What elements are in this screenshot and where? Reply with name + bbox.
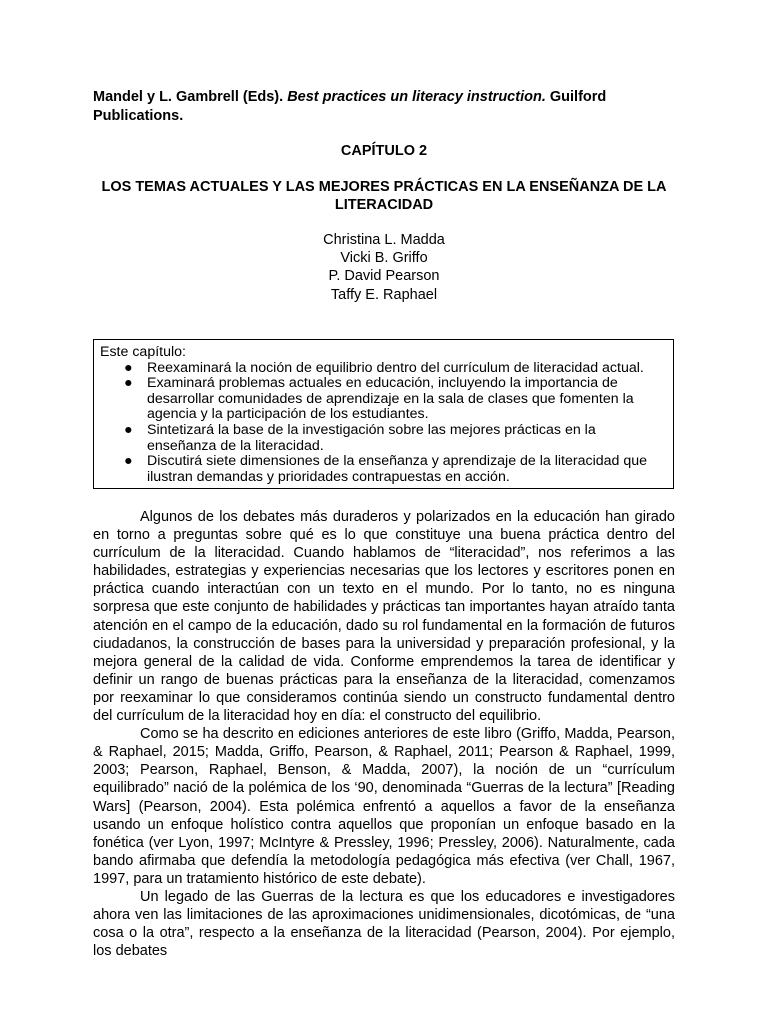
bullet-icon: ● xyxy=(124,375,133,392)
bullet-icon: ● xyxy=(124,453,133,470)
body-paragraph: Como se ha descrito en ediciones anteriores de este libro (Griffo, Madda, Pearson, & Raphael, 2015; Madda, Griffo, Pearson, & Raphael, 2011; Pearson & Raphael, 1999, 2003; Pearson, Raphael, Benson, & Madda, 2007), la noción de un “currículum equilibrado” nació de la polémica de los ‘90, denominada “Guerras de la lectura” [Reading Wars] (Pearson, 2004). Esta polémica enfrentó a aquellos a favor de la enseñanza usando un enfoque holístico contra aquellos que proponían un enfoque basado en la fonética (ver Lyon, 1997; McIntyre & Pressley, 1996; Pressley, 2006). Naturalmente, cada bando afirmaba que defendía la metodología pedagógica más efectiva (ver Chall, 1967, 1997, para un tratamiento histórico de este debate). xyxy=(93,726,675,887)
chapter-summary-box xyxy=(93,339,674,489)
bullet-icon: ● xyxy=(124,421,133,438)
citation-book-title: Best practices un literacy instruction. xyxy=(287,89,546,105)
summary-intro: Este capítulo: xyxy=(100,344,186,360)
summary-list xyxy=(100,361,667,486)
body-paragraph: Algunos de los debates más duraderos y polarizados en la educación han girado en torno a preguntas sobre qué es lo que constituye una buena práctica dentro del currículum de la literacidad. Cuando hablamos de “literacidad”, nos referimos a las habilidades, estrategias y experiencias necesarias que los lectores y escritores ponen en práctica cuando interactúan con un texto en el mundo. Por lo tanto, no es ninguna sorpresa que este conjunto de habilidades y prácticas tan importantes hayan atraído tanta atención en el campo de la educación, dado su rol fundamental en la formación de futuros ciudadanos, la construcción de bases para la universidad y preparación profesional, y la mejora general de la calidad de vida. Conforme emprendemos la tarea de identificar y definir un rango de buenas prácticas para la enseñanza de la literacidad, comenzamos por reexaminar lo que consideramos continúa siendo un constructo fundamental dentro del currículum de la literacidad hoy en día: el constructo del equilibrio. xyxy=(93,509,675,725)
author-list xyxy=(93,231,675,304)
summary-item-text: Discutirá siete dimensiones de la enseñanza y aprendizaje de la literacidad que ilustran demandas y prioridades contrapuestas en acción. xyxy=(147,453,648,485)
author-name: Vicki B. Griffo xyxy=(340,250,428,267)
citation-editors: Mandel y L. Gambrell (Eds). xyxy=(93,89,288,105)
chapter-title: LOS TEMAS ACTUALES Y LAS MEJORES PRÁCTICAS EN LA ENSEÑANZA DE LA LITERACIDAD xyxy=(101,179,667,213)
summary-item-text: Examinará problemas actuales en educación, incluyendo la importancia de desarrollar comunidades de aprendizaje en la sala de clases que fomenten la agencia y la participación de los estudiantes. xyxy=(147,375,634,423)
summary-item xyxy=(100,376,667,423)
summary-item xyxy=(100,454,667,485)
citation-publisher: Guilford Publications. xyxy=(93,89,607,124)
chapter-number: CAPÍTULO 2 xyxy=(340,143,428,159)
author-name: Christina L. Madda xyxy=(323,232,445,248)
bibliographic-citation xyxy=(93,88,683,126)
summary-item xyxy=(100,361,667,377)
body-paragraph: Un legado de las Guerras de la lectura es que los educadores e investigadores ahora ven las limitaciones de las aproximaciones unidimensionales, dicotómicas, de “una cosa o la otra”, respecto a la enseñanza de la literacidad (Pearson, 2004). Por ejemplo, los debates xyxy=(93,888,675,960)
summary-item xyxy=(100,423,667,454)
body-text xyxy=(93,508,675,960)
summary-item-text: Reexaminará la noción de equilibrio dentro del currículum de literacidad actual. xyxy=(147,359,644,376)
author-name: Taffy E. Raphael xyxy=(330,286,438,303)
bullet-icon: ● xyxy=(124,359,133,376)
summary-item-text: Sintetizará la base de la investigación sobre las mejores prácticas en la enseñanza de la literacidad. xyxy=(147,421,596,454)
author-name: P. David Pearson xyxy=(328,268,440,285)
